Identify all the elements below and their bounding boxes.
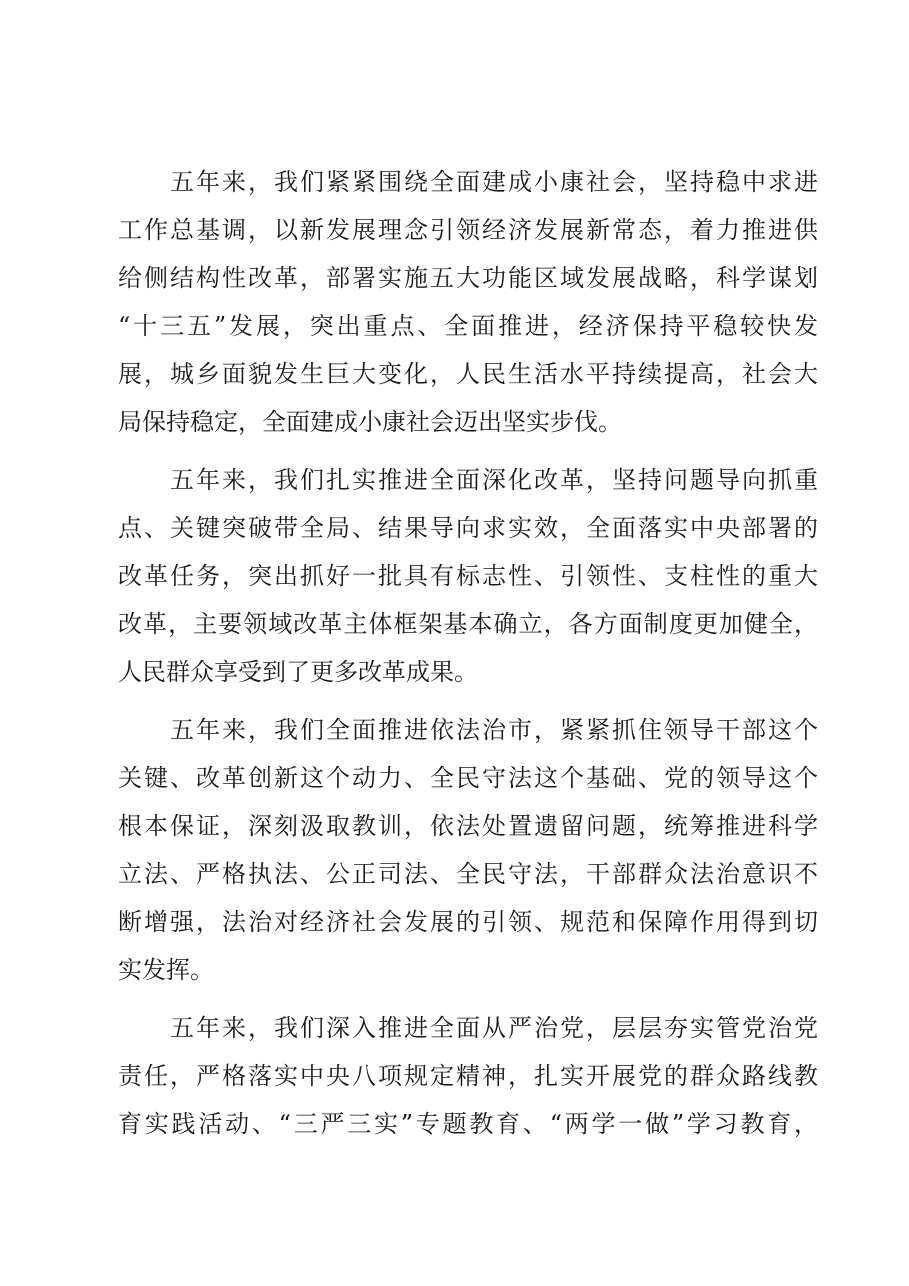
text-line: 展，城乡面貌发生巨大变化，人民生活水平持续提高，社会大 xyxy=(118,360,818,388)
text-line: 局保持稳定，全面建成小康社会迈出坚实步伐。 xyxy=(118,408,622,436)
text-line: 五年来，我们深入推进全面从严治党，层层夯实管党治党 xyxy=(170,1014,818,1042)
text-line: 实发挥。 xyxy=(118,956,214,984)
text-line: 人民群众享受到了更多改革成果。 xyxy=(118,658,478,686)
paragraph-4 xyxy=(118,1004,818,1148)
paragraph-2 xyxy=(118,456,818,696)
text-line: 五年来，我们全面推进依法治市，紧紧抓住领导干部这个 xyxy=(170,716,818,744)
text-line: 改革，主要领域改革主体框架基本确立，各方面制度更加健全， xyxy=(118,610,818,638)
text-line: 育实践活动、“三严三实”专题教育、“两学一做”学习教育， xyxy=(118,1110,818,1138)
text-line: 断增强，法治对经济社会发展的引领、规范和保障作用得到切 xyxy=(118,908,818,936)
text-line: 改革任务，突出抓好一批具有标志性、引领性、支柱性的重大 xyxy=(118,562,818,590)
paragraph-1 xyxy=(118,158,818,446)
text-line: 立法、严格执法、公正司法、全民守法，干部群众法治意识不 xyxy=(118,860,818,888)
text-line: 关键、改革创新这个动力、全民守法这个基础、党的领导这个 xyxy=(118,764,818,792)
text-line: 责任，严格落实中央八项规定精神，扎实开展党的群众路线教 xyxy=(118,1062,818,1090)
text-line: 五年来，我们扎实推进全面深化改革，坚持问题导向抓重 xyxy=(170,466,818,494)
text-line: 点、关键突破带全局、结果导向求实效，全面落实中央部署的 xyxy=(118,514,818,542)
text-line: 给侧结构性改革，部署实施五大功能区域发展战略，科学谋划 xyxy=(118,264,818,292)
text-line: 根本保证，深刻汲取教训，依法处置遗留问题，统筹推进科学 xyxy=(118,812,818,840)
paragraph-3 xyxy=(118,706,818,994)
document-body xyxy=(118,158,818,1158)
text-line: “十三五”发展，突出重点、全面推进，经济保持平稳较快发 xyxy=(118,312,818,340)
text-line: 工作总基调，以新发展理念引领经济发展新常态，着力推进供 xyxy=(118,216,818,244)
text-line: 五年来，我们紧紧围绕全面建成小康社会，坚持稳中求进 xyxy=(170,168,818,196)
